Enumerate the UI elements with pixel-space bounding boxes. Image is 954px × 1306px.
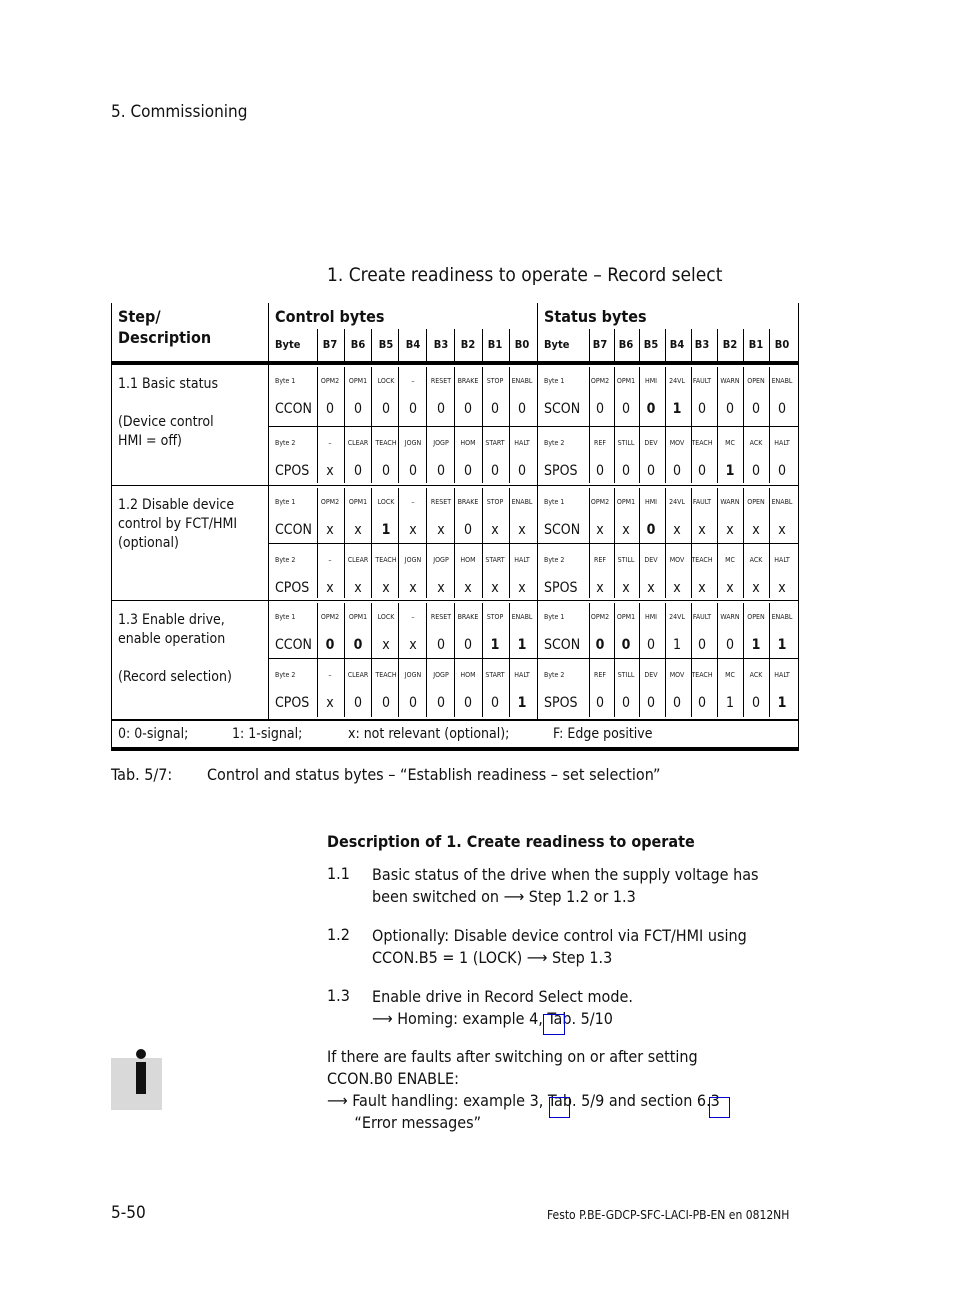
bit-name-label: TEACH xyxy=(375,556,397,564)
control-bit-value: 0 xyxy=(353,695,362,711)
status-bit-value: x xyxy=(622,580,630,596)
bit-name-label: HOM xyxy=(460,439,476,447)
status-bit-value: 0 xyxy=(697,637,706,653)
status-bit-value: 0 xyxy=(725,637,734,653)
bit-name-label: JOGP xyxy=(433,439,449,447)
control-bit-value: x xyxy=(354,580,362,596)
control-bit-value: x xyxy=(409,522,417,538)
bit-name-label: MC xyxy=(725,556,735,564)
status-bit-value: x xyxy=(673,522,681,538)
status-bit-value: 0 xyxy=(646,522,656,538)
step-header: Step/ xyxy=(118,307,161,326)
control-bit-value: x xyxy=(326,580,334,596)
status-byte-name: SPOS xyxy=(544,580,578,596)
control-bit-value: x xyxy=(326,695,334,711)
table-v-rule xyxy=(111,303,112,751)
control-bit-value: 0 xyxy=(408,695,417,711)
status-bit-value: x xyxy=(698,580,706,596)
item-line: Basic status of the drive when the supply voltage has xyxy=(372,865,759,884)
legend-item: x: not relevant (optional); xyxy=(348,726,510,742)
bit-name-label: DEV xyxy=(644,556,658,564)
status-bit-value: 1 xyxy=(725,695,734,711)
bit-name-label: HOM xyxy=(460,671,476,679)
control-bit-value: x xyxy=(491,580,499,596)
byte-index-label: Byte 1 xyxy=(544,377,565,385)
step-description: (Device control xyxy=(118,414,214,430)
bit-name-label: TEACH xyxy=(691,439,713,447)
control-byte-name: CCON xyxy=(275,522,312,538)
status-bit-value: 1 xyxy=(777,637,787,653)
bit-name-label: LOCK xyxy=(377,377,395,385)
control-bit-value: x xyxy=(437,580,445,596)
status-bit-value: x xyxy=(778,580,786,596)
legend-item: 0: 0-signal; xyxy=(118,726,189,742)
bit-column-header: B3 xyxy=(433,338,449,351)
control-bit-value: 0 xyxy=(353,401,362,417)
bit-name-label: OPM1 xyxy=(616,613,636,621)
bit-name-label: STILL xyxy=(617,671,635,679)
control-bit-value: 0 xyxy=(436,637,445,653)
control-bit-value: 0 xyxy=(436,463,445,479)
control-bit-value: x xyxy=(409,580,417,596)
bit-name-label: JOGP xyxy=(433,556,449,564)
note-line: CCON.B0 ENABLE: xyxy=(327,1069,459,1088)
bit-name-label: JOGN xyxy=(404,439,422,447)
bit-name-label: STILL xyxy=(617,556,635,564)
step-description: (optional) xyxy=(118,535,179,551)
byte-index-label: Byte 2 xyxy=(544,439,565,447)
bit-name-label: OPM2 xyxy=(320,377,340,385)
bit-name-label: OPM1 xyxy=(348,498,368,506)
control-byte-name: CPOS xyxy=(275,463,310,479)
status-bit-value: 0 xyxy=(697,695,706,711)
table-h-rule xyxy=(111,361,799,365)
status-bit-value: 0 xyxy=(595,695,604,711)
bit-name-label: OPM1 xyxy=(616,377,636,385)
table-h-rule xyxy=(111,747,799,751)
status-bit-value: 0 xyxy=(621,401,630,417)
table-h-rule xyxy=(268,658,799,659)
bit-name-label: TEACH xyxy=(691,671,713,679)
legend-item: F: Edge positive xyxy=(553,726,653,742)
bit-name-label: BRAKE xyxy=(457,377,479,385)
control-bit-value: x xyxy=(437,522,445,538)
cross-reference-link[interactable] xyxy=(709,1097,730,1118)
control-byte-name: CPOS xyxy=(275,580,310,596)
note-line: “Error messages” xyxy=(327,1113,482,1132)
bit-name-label: HMI xyxy=(644,613,658,621)
bit-name-label: ENABL xyxy=(771,498,793,506)
byte-index-label: Byte 2 xyxy=(275,671,296,679)
bit-name-label: – xyxy=(411,613,415,621)
bit-name-label: 24VL xyxy=(669,613,685,621)
control-bit-value: 0 xyxy=(463,401,472,417)
control-bit-value: 0 xyxy=(381,695,390,711)
status-bit-value: 0 xyxy=(646,637,655,653)
bit-name-label: HALT xyxy=(774,556,790,564)
status-bytes-header: Status bytes xyxy=(544,307,647,326)
byte-column-header: Byte xyxy=(544,338,570,351)
bit-name-label: ENABL xyxy=(511,498,533,506)
control-byte-name: CCON xyxy=(275,401,312,417)
status-byte-name: SCON xyxy=(544,637,581,653)
status-bit-value: 1 xyxy=(751,637,761,653)
bit-name-label: OPM2 xyxy=(590,613,610,621)
bit-name-label: OPEN xyxy=(747,377,765,385)
item-line: been switched on ⟶ Step 1.2 or 1.3 xyxy=(372,887,636,906)
bit-name-label: WARN xyxy=(720,613,740,621)
control-bit-value: 1 xyxy=(517,637,527,653)
control-bit-value: 0 xyxy=(463,695,472,711)
byte-index-label: Byte 1 xyxy=(544,613,565,621)
control-bit-value: 0 xyxy=(463,522,472,538)
table-caption-label: Tab. 5/7: xyxy=(111,765,173,784)
status-bit-value: 0 xyxy=(595,401,604,417)
status-byte-name: SPOS xyxy=(544,695,578,711)
byte-index-label: Byte 2 xyxy=(275,556,296,564)
bit-name-label: START xyxy=(485,439,505,447)
control-bit-value: x xyxy=(491,522,499,538)
bit-column-header: B0 xyxy=(774,338,790,351)
item-line: ⟶ Homing: example 4, Tab. 5/10 xyxy=(372,1009,613,1028)
status-bit-value: x xyxy=(752,522,760,538)
control-byte-name: CCON xyxy=(275,637,312,653)
item-text xyxy=(372,864,759,908)
status-bit-value: 0 xyxy=(751,695,760,711)
control-bit-value: 0 xyxy=(381,463,390,479)
bit-name-label: START xyxy=(485,556,505,564)
status-bit-value: x xyxy=(778,522,786,538)
control-bit-value: x xyxy=(518,580,526,596)
bit-name-label: ACK xyxy=(749,556,763,564)
item-number: 1.1 xyxy=(327,864,350,883)
bit-name-label: MOV xyxy=(669,556,685,564)
status-bit-value: 0 xyxy=(697,463,706,479)
bit-name-label: HALT xyxy=(514,671,530,679)
status-byte-name: SPOS xyxy=(544,463,578,479)
bit-name-label: DEV xyxy=(644,439,658,447)
status-bit-value: 0 xyxy=(621,463,630,479)
control-bit-value: 0 xyxy=(408,463,417,479)
control-bit-value: x xyxy=(409,637,417,653)
bit-column-header: B3 xyxy=(694,338,710,351)
bit-name-label: HALT xyxy=(774,671,790,679)
bit-name-label: FAULT xyxy=(692,377,712,385)
control-bit-value: 0 xyxy=(517,401,526,417)
bit-name-label: – xyxy=(328,671,332,679)
bit-name-label: 24VL xyxy=(669,498,685,506)
bit-column-header: B4 xyxy=(405,338,421,351)
bit-name-label: LOCK xyxy=(377,498,395,506)
bit-column-header: B1 xyxy=(748,338,764,351)
status-bit-value: 0 xyxy=(621,637,631,653)
bit-column-header: B7 xyxy=(592,338,608,351)
description-heading: Description of 1. Create readiness to operate xyxy=(327,832,695,851)
control-bit-value: x xyxy=(518,522,526,538)
status-bit-value: 0 xyxy=(621,695,630,711)
control-bit-value: 0 xyxy=(463,463,472,479)
bit-name-label: STOP xyxy=(486,377,504,385)
step-description: (Record selection) xyxy=(118,669,232,685)
status-bit-value: 1 xyxy=(777,695,787,711)
item-number: 1.2 xyxy=(327,925,350,944)
status-bit-value: x xyxy=(596,522,604,538)
control-bit-value: 0 xyxy=(436,695,445,711)
control-bit-value: 0 xyxy=(490,463,499,479)
bit-name-label: REF xyxy=(594,671,606,679)
step-description: 1.1 Basic status xyxy=(118,376,219,392)
bit-name-label: START xyxy=(485,671,505,679)
bit-column-header: B4 xyxy=(669,338,685,351)
bit-name-label: DEV xyxy=(644,671,658,679)
step-description: control by FCT/HMI xyxy=(118,516,238,532)
bit-name-label: 24VL xyxy=(669,377,685,385)
legend-item: 1: 1-signal; xyxy=(232,726,303,742)
status-bit-value: 0 xyxy=(697,401,706,417)
control-bit-value: 0 xyxy=(381,401,390,417)
bit-name-label: CLEAR xyxy=(347,556,369,564)
bit-name-label: FAULT xyxy=(692,613,712,621)
table-h-rule xyxy=(268,543,799,544)
status-bit-value: 0 xyxy=(646,463,655,479)
bit-name-label: BRAKE xyxy=(457,613,479,621)
note-line: ⟶ Fault handling: example 3, Tab. 5/9 and section 6.3 xyxy=(327,1091,720,1110)
item-number: 1.3 xyxy=(327,986,350,1005)
bit-name-label: CLEAR xyxy=(347,671,369,679)
control-bit-value: 1 xyxy=(490,637,500,653)
byte-index-label: Byte 2 xyxy=(544,671,565,679)
item-line: Optionally: Disable device control via FCT/HMI using xyxy=(372,926,747,945)
bit-name-label: HMI xyxy=(644,498,658,506)
status-bit-value: x xyxy=(622,522,630,538)
status-bit-value: x xyxy=(647,580,655,596)
bit-name-label: OPM2 xyxy=(320,613,340,621)
bit-name-label: OPM2 xyxy=(590,498,610,506)
byte-index-label: Byte 1 xyxy=(275,377,296,385)
byte-index-label: Byte 1 xyxy=(275,613,296,621)
status-bit-value: 1 xyxy=(725,463,735,479)
bit-name-label: ENABL xyxy=(511,613,533,621)
control-bit-value: x xyxy=(464,580,472,596)
control-bit-value: 0 xyxy=(463,637,472,653)
status-bit-value: 1 xyxy=(672,401,682,417)
status-bit-value: 0 xyxy=(595,637,605,653)
status-bit-value: 0 xyxy=(751,401,760,417)
bit-name-label: STOP xyxy=(486,498,504,506)
table-title: 1. Create readiness to operate – Record select xyxy=(327,264,723,286)
status-bit-value: x xyxy=(673,580,681,596)
bit-name-label: MC xyxy=(725,439,735,447)
bit-name-label: – xyxy=(411,377,415,385)
bit-column-header: B6 xyxy=(350,338,366,351)
control-bit-value: x xyxy=(354,522,362,538)
control-bit-value: 0 xyxy=(408,401,417,417)
chapter-heading: 5. Commissioning xyxy=(111,102,248,122)
bit-name-label: JOGP xyxy=(433,671,449,679)
bit-name-label: OPM2 xyxy=(320,498,340,506)
control-bit-value: x xyxy=(326,463,334,479)
item-line: CCON.B5 = 1 (LOCK) ⟶ Step 1.3 xyxy=(372,948,613,967)
byte-index-label: Byte 2 xyxy=(275,439,296,447)
status-bit-value: 0 xyxy=(646,401,656,417)
item-text xyxy=(372,986,633,1030)
bit-name-label: ENABL xyxy=(771,613,793,621)
control-bit-value: 0 xyxy=(436,401,445,417)
bit-name-label: JOGN xyxy=(404,671,422,679)
status-bit-value: x xyxy=(698,522,706,538)
control-bit-value: 1 xyxy=(381,522,391,538)
control-bit-value: 0 xyxy=(517,463,526,479)
step-description: 1.2 Disable device xyxy=(118,497,235,513)
bit-column-header: B2 xyxy=(460,338,476,351)
note-text xyxy=(327,1046,720,1134)
bit-name-label: HALT xyxy=(514,439,530,447)
bit-name-label: FAULT xyxy=(692,498,712,506)
status-bit-value: 0 xyxy=(646,695,655,711)
bit-column-header: B1 xyxy=(487,338,503,351)
bit-name-label: LOCK xyxy=(377,613,395,621)
info-glyph-icon xyxy=(130,1048,154,1096)
bit-name-label: ENABL xyxy=(771,377,793,385)
status-bit-value: 0 xyxy=(725,401,734,417)
status-bit-value: x xyxy=(726,580,734,596)
table-h-rule xyxy=(111,600,799,601)
bit-name-label: MC xyxy=(725,671,735,679)
status-bit-value: x xyxy=(752,580,760,596)
bit-name-label: RESET xyxy=(430,498,452,506)
step-description: 1.3 Enable drive, xyxy=(118,612,225,628)
status-byte-name: SCON xyxy=(544,401,581,417)
status-bit-value: 0 xyxy=(672,463,681,479)
control-bit-value: 0 xyxy=(325,637,335,653)
control-bit-value: 1 xyxy=(517,695,527,711)
status-byte-name: SCON xyxy=(544,522,581,538)
bit-name-label: STILL xyxy=(617,439,635,447)
note-line: If there are faults after switching on or after setting xyxy=(327,1047,698,1066)
bit-column-header: B5 xyxy=(378,338,394,351)
status-bit-value: 0 xyxy=(672,695,681,711)
bit-column-header: B7 xyxy=(322,338,338,351)
bit-name-label: – xyxy=(328,556,332,564)
bit-name-label: OPM1 xyxy=(616,498,636,506)
bit-name-label: HALT xyxy=(514,556,530,564)
control-bit-value: 0 xyxy=(353,637,363,653)
byte-index-label: Byte 2 xyxy=(544,556,565,564)
bit-name-label: OPEN xyxy=(747,498,765,506)
bit-name-label: TEACH xyxy=(691,556,713,564)
table-h-rule xyxy=(111,485,799,486)
bit-name-label: OPM2 xyxy=(590,377,610,385)
bit-name-label: RESET xyxy=(430,377,452,385)
table-h-rule xyxy=(268,426,799,427)
description-header: Description xyxy=(118,328,212,347)
bit-name-label: REF xyxy=(594,556,606,564)
control-bit-value: 0 xyxy=(325,401,334,417)
document-reference: Festo P.BE-GDCP-SFC-LACI-PB-EN en 0812NH xyxy=(547,1208,790,1222)
control-status-table xyxy=(111,303,799,751)
bit-name-label: HOM xyxy=(460,556,476,564)
byte-index-label: Byte 1 xyxy=(275,498,296,506)
status-bit-value: 1 xyxy=(672,637,681,653)
cross-reference-link[interactable] xyxy=(549,1097,570,1118)
bit-name-label: ENABL xyxy=(511,377,533,385)
step-description: enable operation xyxy=(118,631,226,647)
bit-name-label: WARN xyxy=(720,498,740,506)
bit-name-label: MOV xyxy=(669,439,685,447)
bit-name-label: ACK xyxy=(749,439,763,447)
bit-name-label: MOV xyxy=(669,671,685,679)
status-bit-value: 0 xyxy=(777,401,786,417)
bit-name-label: – xyxy=(328,439,332,447)
bit-name-label: – xyxy=(411,498,415,506)
byte-index-label: Byte 1 xyxy=(544,498,565,506)
bit-name-label: HMI xyxy=(644,377,658,385)
control-bit-value: 0 xyxy=(490,401,499,417)
bit-name-label: OPM1 xyxy=(348,377,368,385)
control-bytes-header: Control bytes xyxy=(275,307,385,326)
bit-name-label: OPEN xyxy=(747,613,765,621)
status-bit-value: 0 xyxy=(777,463,786,479)
cross-reference-link[interactable] xyxy=(543,1014,565,1035)
bit-column-header: B2 xyxy=(722,338,738,351)
status-bit-value: 0 xyxy=(595,463,604,479)
bit-name-label: REF xyxy=(594,439,606,447)
bit-name-label: OPM1 xyxy=(348,613,368,621)
bit-name-label: TEACH xyxy=(375,439,397,447)
status-bit-value: x xyxy=(726,522,734,538)
bit-column-header: B0 xyxy=(514,338,530,351)
control-byte-name: CPOS xyxy=(275,695,310,711)
bit-name-label: TEACH xyxy=(375,671,397,679)
bit-column-header: B6 xyxy=(618,338,634,351)
item-line: Enable drive in Record Select mode. xyxy=(372,987,633,1006)
control-bit-value: x xyxy=(382,637,390,653)
bit-name-label: CLEAR xyxy=(347,439,369,447)
byte-column-header: Byte xyxy=(275,338,301,351)
control-bit-value: x xyxy=(382,580,390,596)
bit-column-header: B5 xyxy=(643,338,659,351)
bit-name-label: RESET xyxy=(430,613,452,621)
table-h-rule xyxy=(111,719,799,721)
bit-name-label: WARN xyxy=(720,377,740,385)
control-bit-value: 0 xyxy=(353,463,362,479)
control-bit-value: x xyxy=(326,522,334,538)
bit-name-label: JOGN xyxy=(404,556,422,564)
item-text xyxy=(372,925,747,969)
page-number: 5-50 xyxy=(111,1203,146,1223)
step-description: HMI = off) xyxy=(118,433,182,449)
bit-name-label: ACK xyxy=(749,671,763,679)
control-bit-value: 0 xyxy=(490,695,499,711)
table-caption-text: Control and status bytes – “Establish readiness – set selection” xyxy=(207,765,661,784)
status-bit-value: 0 xyxy=(751,463,760,479)
status-bit-value: x xyxy=(596,580,604,596)
bit-name-label: HALT xyxy=(774,439,790,447)
bit-name-label: STOP xyxy=(486,613,504,621)
bit-name-label: BRAKE xyxy=(457,498,479,506)
